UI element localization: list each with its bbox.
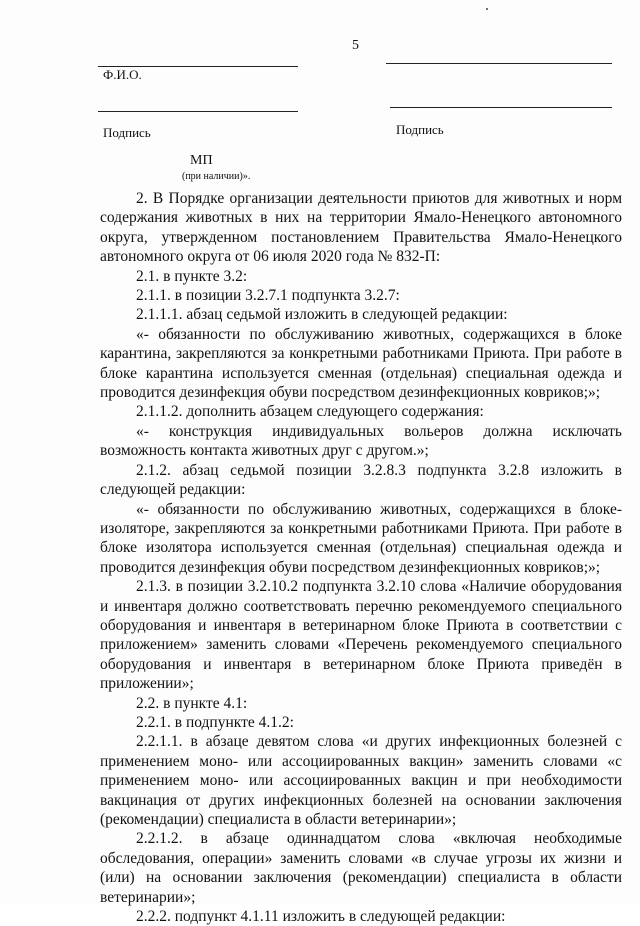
- stamp-label: МП: [190, 153, 213, 168]
- signature-line-left: [98, 111, 298, 112]
- page-number: 5: [352, 38, 359, 53]
- paragraph-2-2-1: 2.2.1. в подпункте 4.1.2:: [136, 713, 294, 731]
- quoted-text-2: «- конструкция индивидуальных вольеров должна исключать возможность контакта животных друг с другом.»;: [100, 422, 622, 460]
- signature-line-right: [390, 107, 612, 108]
- fio-label: Ф.И.О.: [103, 67, 142, 82]
- paragraph-2-2: 2.2. в пункте 4.1:: [136, 694, 248, 712]
- paragraph-2-2-2: 2.2.2. подпункт 4.1.11 изложить в следующей редакции:: [136, 908, 506, 926]
- quoted-text-3: «- обязанности по обслуживанию животных, содержащихся в блоке-изоляторе, закрепляются за конкретными работниками Приюта. При работе в блоке изолятора используется сменная (отдельная) специальная одежда и проводится дезинфекция обуви посредством дезинфекционных ковриков;»;: [100, 500, 622, 576]
- scan-speck: [486, 8, 488, 10]
- fio-line-right: [386, 63, 612, 64]
- paragraph-2-1-1: 2.1.1. в позиции 3.2.7.1 подпункта 3.2.7:: [136, 287, 400, 305]
- signature-label-right: Подпись: [396, 122, 444, 137]
- paragraph-2-1-3: 2.1.3. в позиции 3.2.10.2 подпункта 3.2.10 слова «Наличие оборудования и инвентаря должно соответствовать перечню рекомендуемого специального оборудования и инвентаря в ветеринарном блоке Приюта в соответствии с приложением» заменить словами «Перечень рекомендуемого специального оборудования и инвентаря в ветеринарном блоке Приюта приведён в приложении»;: [100, 578, 622, 693]
- document-body: [100, 189, 622, 926]
- signature-label-left: Подпись: [103, 125, 151, 140]
- paragraph-2: 2. В Порядке организации деятельности приютов для животных и норм содержания животных в них на территории Ямало-Ненецкого автономного округа, утвержденном постановлением Правительства Ямало-Ненецкого автономного округа от 06 июля 2020 года № 832-П:: [100, 190, 622, 266]
- paragraph-2-1-1-2: 2.1.1.2. дополнить абзацем следующего содержания:: [136, 403, 484, 421]
- paragraph-2-1: 2.1. в пункте 3.2:: [136, 267, 248, 285]
- quoted-text-1: «- обязанности по обслуживанию животных, содержащихся в блоке карантина, закрепляются за конкретными работниками Приюта. При работе в блоке карантина используется сменная (отдельная) специальная одежда и проводится дезинфекция обуви посредством дезинфекционных ковриков;»;: [100, 325, 622, 402]
- paragraph-2-1-2: 2.1.2. абзац седьмой позиции 3.2.8.3 подпункта 3.2.8 изложить в следующей редакции:: [100, 461, 622, 499]
- paragraph-2-1-1-1: 2.1.1.1. абзац седьмой изложить в следующей редакции:: [136, 306, 508, 324]
- paragraph-2-2-1-1: 2.2.1.1. в абзаце девятом слова «и других инфекционных болезней с применением моно- или ассоциированных вакцин» заменить словами «с применением моно- или ассоциированных вакцин и при необходимости вакцинация от других инфекционных болезней на основании заключения (рекомендации) специалиста в области ветеринарии»;: [100, 733, 622, 828]
- stamp-note: (при наличии)».: [182, 171, 251, 182]
- paragraph-2-2-1-2: 2.2.1.2. в абзаце одиннадцатом слова «включая необходимые обследования, операции» заменить словами «в случае угрозы их жизни и (или) на основании заключения (рекомендации) специалиста в области ветеринарии»;: [100, 830, 622, 906]
